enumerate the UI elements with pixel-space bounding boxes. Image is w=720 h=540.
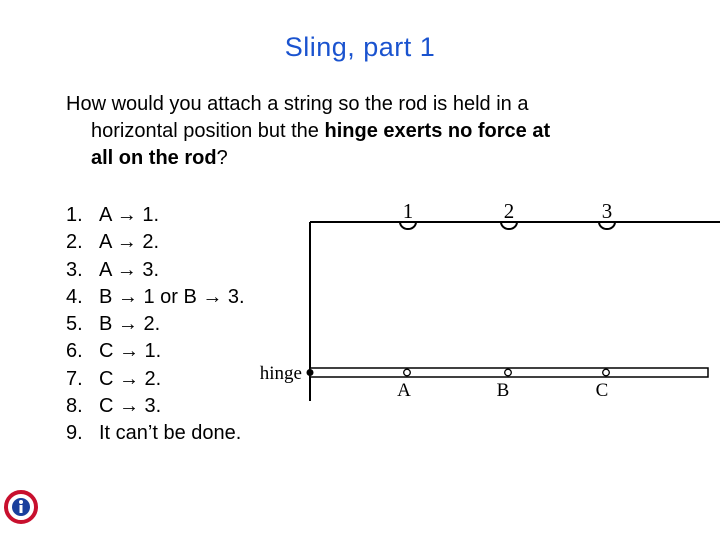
slide-title: Sling, part 1 (284, 32, 436, 62)
answer-item[interactable]: 3. A → 3. (66, 257, 245, 284)
answer-item[interactable]: 8. C → 3. (66, 393, 245, 420)
answer-text: A → 1. (99, 204, 160, 226)
answer-item[interactable]: 2. A → 2. (66, 229, 245, 256)
answer-text: C → 3. (99, 395, 162, 418)
sling-diagram (250, 196, 720, 411)
question-bold-1: hinge exerts no force at (324, 120, 551, 142)
answer-text: C → 1. (99, 340, 162, 363)
hook-1 (400, 199, 416, 229)
answer-item[interactable]: 9. It can’t be done. (66, 420, 245, 447)
answer-text: A → 2. (99, 231, 160, 254)
answer-item[interactable]: 7. C → 2. (66, 366, 245, 393)
question-line-2: horizontal position but the hinge exerts no force at (91, 120, 551, 142)
answer-text: C → 2. (99, 367, 162, 390)
hook-label-3: 3 (601, 199, 613, 223)
answer-item[interactable]: 6. C → 1. (66, 338, 245, 365)
question-bold-2: all on the rod (91, 147, 217, 169)
hook-label-2: 2 (503, 199, 515, 223)
answer-text: It can’t be done. (99, 422, 242, 445)
hook-2 (501, 199, 517, 229)
question-text (66, 91, 666, 172)
hook-label-1: 1 (402, 199, 414, 223)
question-line-1: How would you attach a string so the rod is held in a (66, 93, 529, 115)
answer-item[interactable]: 1. A → 1. (66, 202, 245, 229)
hinge-dot (307, 369, 314, 376)
answer-text: B → 1 or B → 3. (99, 285, 245, 308)
answer-text: B → 2. (99, 313, 161, 336)
question-line-3: all on the rod? (91, 147, 228, 169)
answer-list (66, 202, 245, 448)
info-logo-icon (4, 490, 38, 524)
rod-point-label-c: C (595, 380, 609, 401)
answer-item[interactable]: 4. B → 1 or B → 3. (66, 284, 245, 311)
hook-3 (599, 199, 615, 229)
hinge-label: hinge (259, 363, 302, 384)
rod-point-label-b: B (496, 380, 510, 401)
answer-item[interactable]: 5. B → 2. (66, 311, 245, 338)
rod-point-label-a: A (397, 380, 411, 401)
answer-text: A → 3. (99, 258, 160, 281)
